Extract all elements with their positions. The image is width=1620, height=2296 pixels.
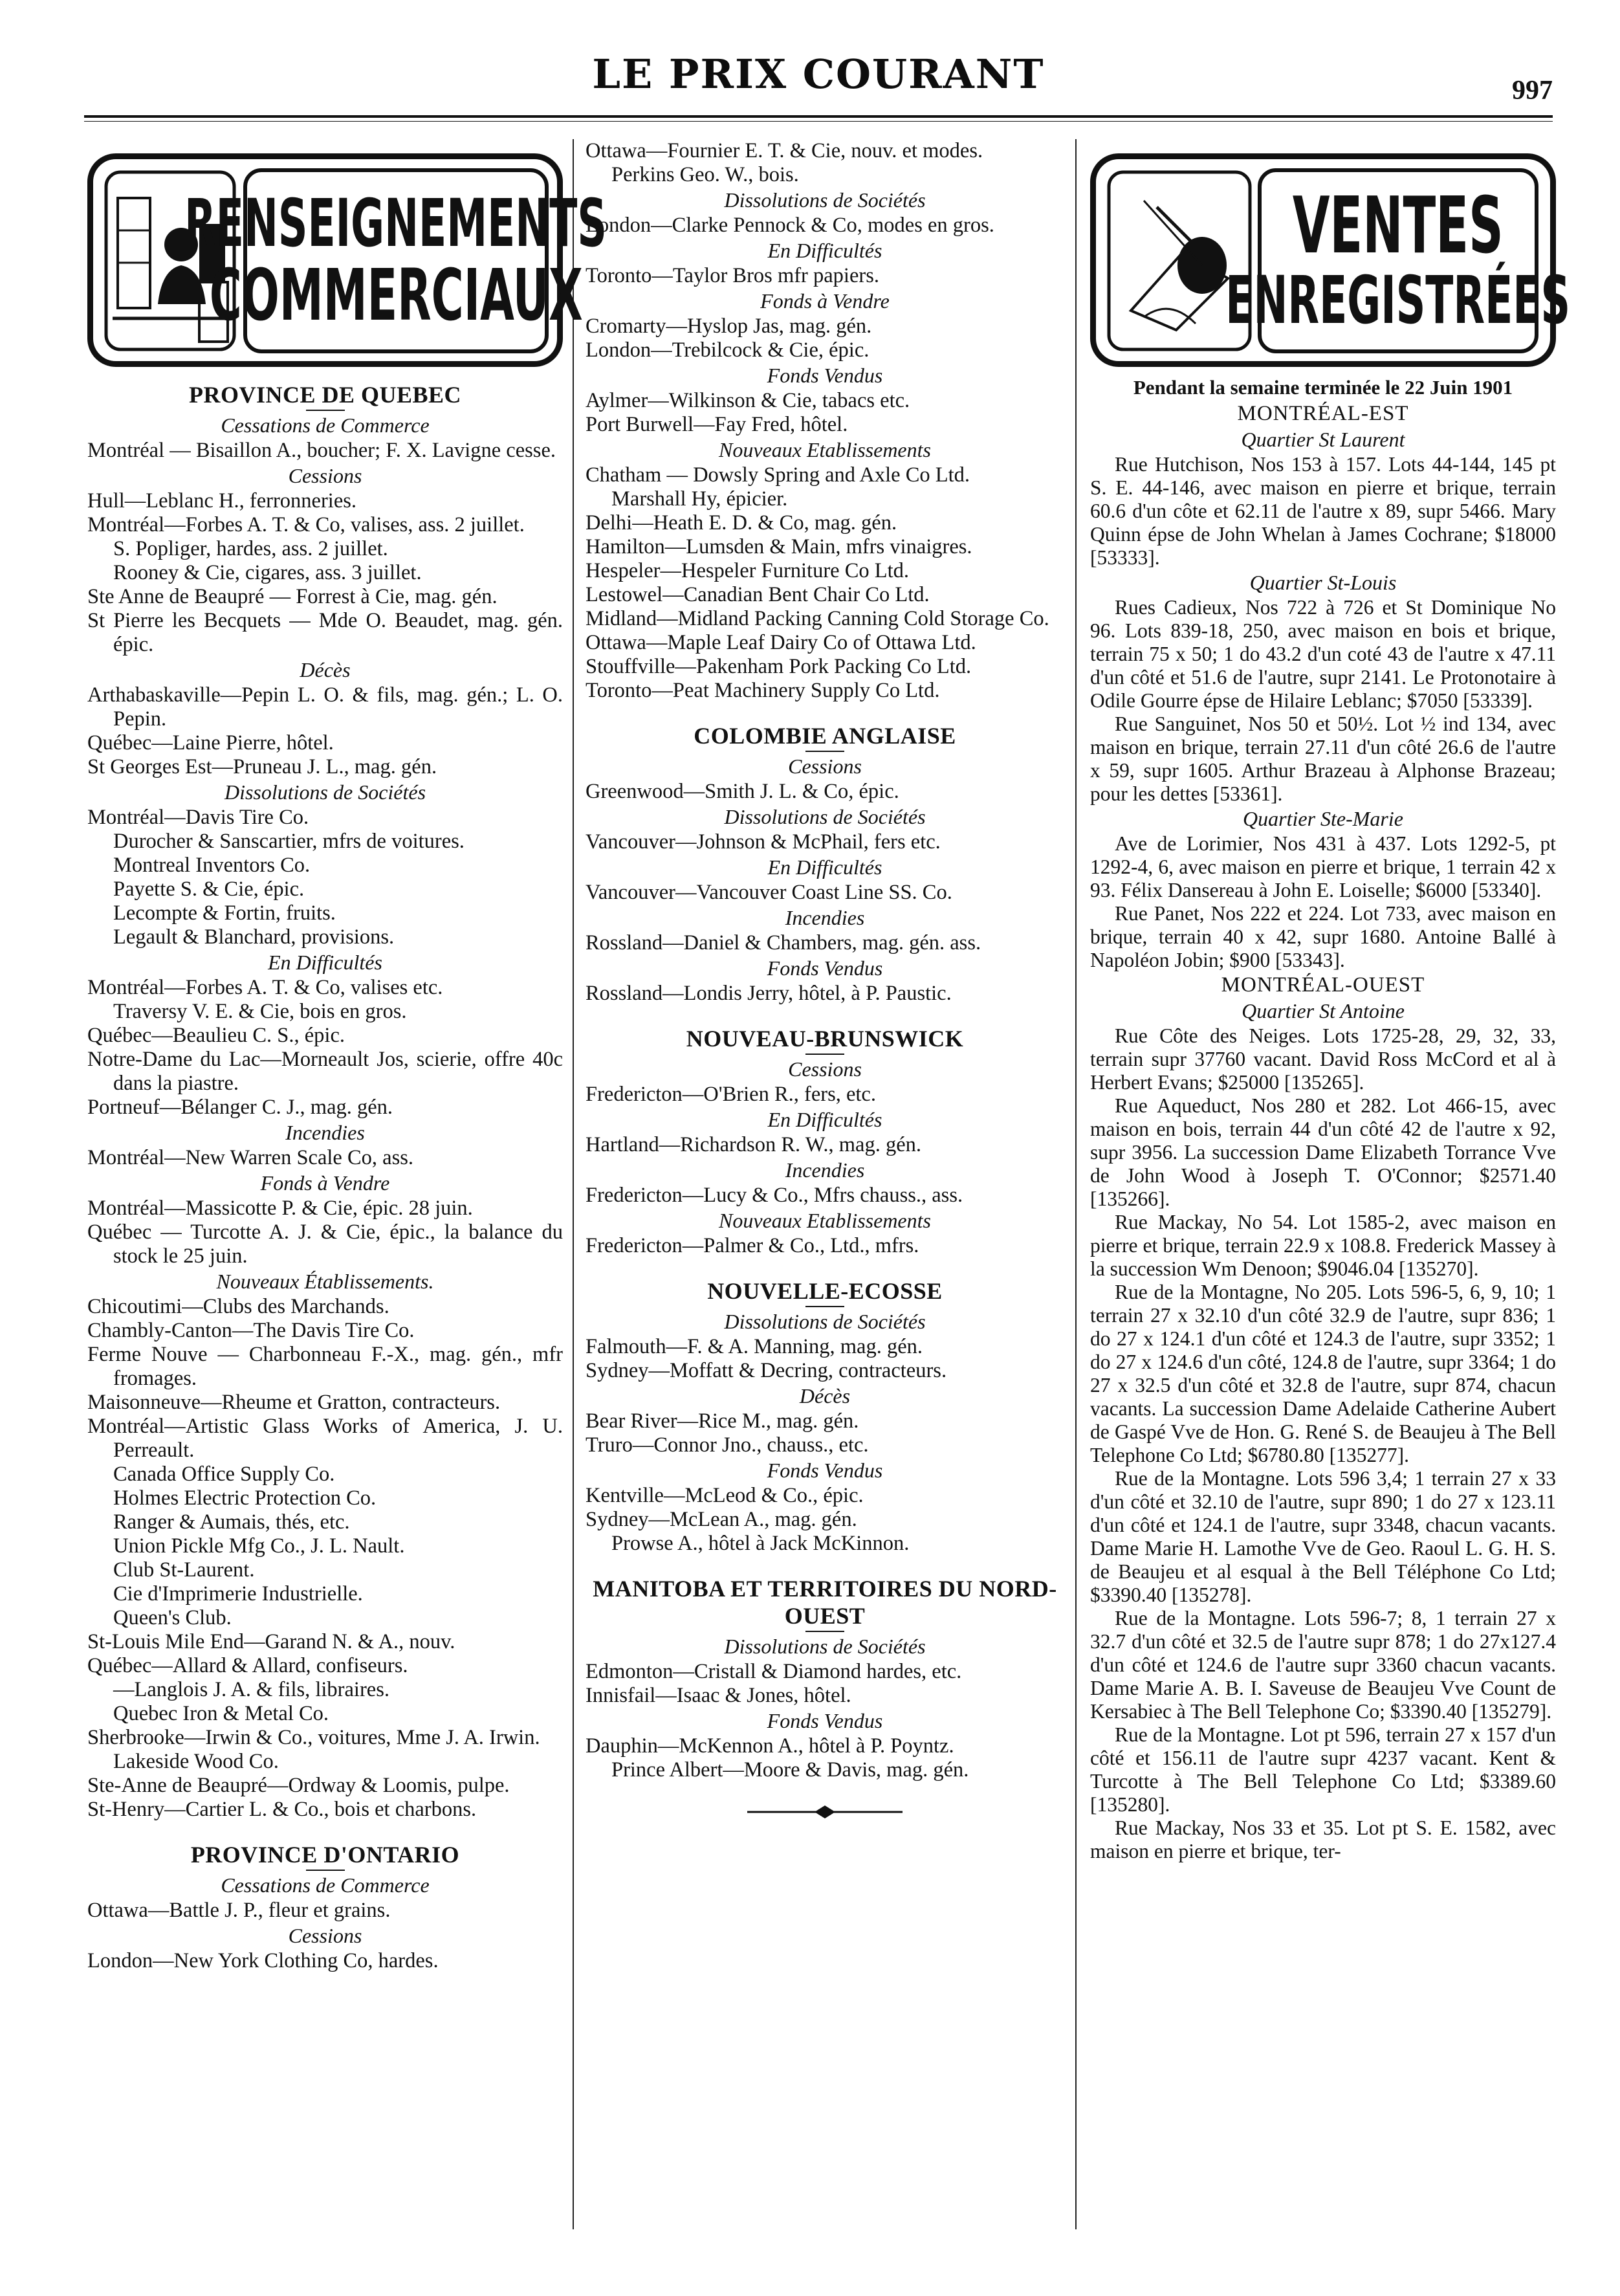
- list-item: London—New York Clothing Co, hardes.: [87, 1949, 439, 1972]
- banner-ventes-title: [1225, 168, 1571, 353]
- list-item: Cromarty—Hyslop Jas, mag. gén.: [586, 315, 872, 338]
- category-heading: Cessions: [288, 1924, 362, 1947]
- category-heading: Fonds à Vendre: [260, 1171, 390, 1195]
- list-item: Cie d'Imprimerie Industrielle.: [113, 1582, 363, 1606]
- list-item: Portneuf—Bélanger C. J., mag. gén.: [87, 1096, 393, 1119]
- list-item: Montréal—Artistic Glass Works of America, J. U. Perreault.: [87, 1415, 563, 1462]
- list-item: Montréal—Forbes A. T. & Co, valises etc.: [87, 976, 443, 999]
- category-heading: Incendies: [785, 1158, 865, 1182]
- province-heading: PROVINCE DE QUEBEC: [188, 382, 462, 408]
- left-column: [87, 139, 608, 2275]
- quarter-heading: Quartier St Antoine: [1242, 999, 1405, 1022]
- category-heading: Cessions: [288, 464, 362, 487]
- category-heading: Dissolutions de Sociétés: [724, 1635, 926, 1658]
- list-item: Montréal — Bisaillon A., boucher; F. X. Lavigne cesse.: [87, 439, 556, 462]
- list-item: Aylmer—Wilkinson & Cie, tabacs etc.: [586, 389, 910, 412]
- list-item: Ottawa—Fournier E. T. & Cie, nouv. et modes.: [586, 139, 983, 162]
- list-item: Hull—Leblanc H., ferronneries.: [87, 489, 357, 513]
- category-heading: Dissolutions de Sociétés: [224, 780, 426, 804]
- list-item: Chatham — Dowsly Spring and Axle Co Ltd.: [586, 463, 970, 487]
- list-item: Bear River—Rice M., mag. gén.: [586, 1409, 859, 1433]
- list-item: Canada Office Supply Co.: [113, 1463, 335, 1486]
- list-item: Ottawa—Battle J. P., fleur et grains.: [87, 1899, 391, 1922]
- list-item: Chicoutimi—Clubs des Marchands.: [87, 1295, 389, 1318]
- list-item: Edmonton—Cristall & Diamond hardes, etc.: [586, 1660, 962, 1683]
- list-item: Québec—Beaulieu C. S., épic.: [87, 1024, 345, 1047]
- sale-record: Rue Hutchison, Nos 153 à 157. Lots 44-144, 145 pt S. E. 44-146, avec maison en pierre et brique, terrain 60.6 d'un côte et 62.11 de l'autre x 89, supr 5466. Mary Quinn épse de John Whelan à James Cochrane; $18000 [53333].: [1090, 453, 1556, 569]
- category-heading: Fonds Vendus: [767, 1709, 883, 1732]
- list-item: Ste-Anne de Beaupré—Ordway & Loomis, pulpe.: [87, 1774, 510, 1797]
- quarter-heading: Quartier St Laurent: [1241, 428, 1405, 451]
- list-item: Lecompte & Fortin, fruits.: [113, 901, 336, 925]
- list-item: Marshall Hy, épicier.: [611, 487, 788, 511]
- quarter-heading: Quartier St-Louis: [1249, 571, 1397, 594]
- list-item: —Langlois J. A. & fils, libraires.: [113, 1678, 389, 1701]
- sale-record: Rue de la Montagne. Lots 596 3,4; 1 terrain 27 x 33 d'un côté et 32.10 de l'autre, supr 890; 1 do 27 x 123.11 d'un côté et 124.1 de l'autre, supr 3348, chacun vacants. Dame Marie H. Lamothe Vve de Geo. Raoul L. G. H. S. de Beaujeu et al esqual à the Bell Téléphone Co Ltd; $3390.40 [135278].: [1090, 1467, 1556, 1606]
- sale-record: Rue de la Montagne, No 205. Lots 596-5, 6, 9, 10; 1 terrain 27 x 32.10 d'un côté 32.9 de l'autre, supr 836; 1 do 27 x 124.1 d'un côté et 124.3 de l'autre, supr 3352; 1 do 27 x 124.6 d'un côté, 124.8 de l'autre, supr 3364; 1 do 27 x 32.5 d'un côté et 32.8 de l'autre, supr 874, chacun vacants. La succession Dame Adelaide Catherine Aubert de Gaspé Vve de Hon. G. René S. de Beaujeu à The Bell Telephone Co Ltd; $6780.80 [135277].: [1090, 1281, 1556, 1466]
- province-heading: COLOMBIE ANGLAISE: [694, 723, 956, 749]
- category-heading: En Difficultés: [767, 1108, 882, 1131]
- masthead-rule-thin: [84, 121, 1553, 122]
- category-heading: Nouveaux Établissements.: [216, 1270, 434, 1293]
- list-item: Greenwood—Smith J. L. & Co, épic.: [586, 780, 899, 803]
- list-item: Midland—Midland Packing Canning Cold Storage Co.: [586, 607, 1049, 630]
- list-item: Hartland—Richardson R. W., mag. gén.: [586, 1133, 922, 1156]
- list-item: Rossland—Daniel & Chambers, mag. gén. ass.: [586, 931, 981, 955]
- sale-record: Rue Mackay, No 54. Lot 1585-2, avec maison en pierre et brique, terrain 22.9 x 108.8. Frederick Massey à la succession Wm Denoon; $9046.04 [135270].: [1090, 1211, 1556, 1280]
- category-heading: Cessations de Commerce: [221, 414, 430, 437]
- sale-record: Rue Côte des Neiges. Lots 1725-28, 29, 32, 33, terrain supr 37760 vacant. David Ross McCord et al à Herbert Evans; $25000 [135265].: [1090, 1024, 1556, 1094]
- quebec-section: [87, 381, 563, 1973]
- list-item: Sydney—McLean A., mag. gén.: [586, 1508, 857, 1531]
- category-heading: Décès: [300, 658, 351, 681]
- list-item: Stouffville—Pakenham Pork Packing Co Ltd.: [586, 655, 972, 678]
- list-item: Hespeler—Hespeler Furniture Co Ltd.: [586, 559, 910, 582]
- category-heading: En Difficultés: [268, 951, 382, 974]
- category-heading: Cessions: [788, 755, 862, 778]
- list-item: Chambly-Canton—The Davis Tire Co.: [87, 1319, 415, 1342]
- banner-renseignements-line1: RENSEIGNEMENTS: [184, 184, 608, 262]
- right-column: [1090, 139, 1571, 2275]
- list-item: Falmouth—F. & A. Manning, mag. gén.: [586, 1335, 923, 1358]
- list-item: Port Burwell—Fay Fred, hôtel.: [586, 413, 848, 436]
- province-heading: PROVINCE D'ONTARIO: [190, 1842, 460, 1868]
- banner-ventes-line2: ENREGISTRÉES: [1225, 262, 1571, 340]
- list-item: Montreal Inventors Co.: [113, 854, 311, 877]
- province-heading: NOUVEAU-BRUNSWICK: [686, 1026, 964, 1052]
- list-item: Sherbrooke—Irwin & Co., voitures, Mme J. A. Irwin.: [87, 1726, 540, 1749]
- list-item: London—Clarke Pennock & Co, modes en gros.: [586, 214, 994, 237]
- banner-renseignements-line2: COMMERCIAUX: [209, 253, 583, 337]
- list-item: Club St-Laurent.: [113, 1558, 255, 1582]
- masthead-rule: [84, 115, 1553, 118]
- list-item: Vancouver—Johnson & McPhail, fers etc.: [586, 830, 941, 854]
- list-item: Toronto—Peat Machinery Supply Co Ltd.: [586, 679, 940, 702]
- heading-rule: [306, 1870, 345, 1871]
- list-item: St-Louis Mile End—Garand N. & A., nouv.: [87, 1630, 455, 1653]
- heading-rule: [805, 1631, 844, 1632]
- list-item: Truro—Connor Jno., chauss., etc.: [586, 1433, 869, 1457]
- banner-ventes: [1090, 153, 1571, 367]
- list-item: Innisfail—Isaac & Jones, hôtel.: [586, 1684, 851, 1707]
- category-heading: Fonds Vendus: [767, 1459, 883, 1482]
- list-item: Hamilton—Lumsden & Main, mfrs vinaigres.: [586, 535, 972, 558]
- list-item: Montréal—New Warren Scale Co, ass.: [87, 1146, 414, 1169]
- list-item: Fredericton—Lucy & Co., Mfrs chauss., ass.: [586, 1184, 963, 1207]
- list-item: Maisonneuve—Rheume et Gratton, contracteurs.: [87, 1391, 501, 1414]
- list-item: Dauphin—McKennon A., hôtel à P. Poyntz.: [586, 1734, 954, 1758]
- banner-renseignements-title: [184, 168, 608, 353]
- category-heading: Incendies: [285, 1121, 365, 1144]
- banner-ventes-line1: VENTES: [1293, 181, 1504, 271]
- sale-record: Rue Mackay, Nos 33 et 35. Lot pt S. E. 1582, avec maison en pierre et brique, ter-: [1090, 1816, 1556, 1862]
- list-item: S. Popliger, hardes, ass. 2 juillet.: [113, 537, 388, 560]
- category-heading: Cessations de Commerce: [221, 1873, 430, 1897]
- sale-record: Ave de Lorimier, Nos 431 à 437. Lots 1292-5, pt 1292-4, 6, avec maison en pierre et brique, 1 terrain 42 x 93. Félix Dansereau à John E. Loiselle; $6000 [53340].: [1090, 832, 1556, 901]
- list-item: Québec—Laine Pierre, hôtel.: [87, 731, 334, 755]
- category-heading: Décès: [799, 1384, 851, 1407]
- list-item: Prince Albert—Moore & Davis, mag. gén.: [611, 1758, 969, 1782]
- list-item: Rooney & Cie, cigares, ass. 3 juillet.: [113, 561, 422, 584]
- list-item: Montréal—Forbes A. T. & Co, valises, ass. 2 juillet.: [87, 513, 525, 536]
- list-item: Québec—Allard & Allard, confiseurs.: [87, 1654, 408, 1677]
- district-heading: MONTRÉAL-EST: [1237, 402, 1409, 425]
- heading-rule: [805, 1306, 844, 1307]
- list-item: Queen's Club.: [113, 1606, 232, 1629]
- province-heading: NOUVELLE-ECOSSE: [707, 1278, 943, 1304]
- ontario-continued: [586, 139, 1064, 1825]
- end-ornament: [586, 1799, 1064, 1825]
- list-item: Quebec Iron & Metal Co.: [113, 1702, 329, 1725]
- banner-renseignements: [87, 153, 608, 367]
- category-heading: Nouveaux Etablissements: [719, 438, 931, 461]
- list-item: Toronto—Taylor Bros mfr papiers.: [586, 264, 879, 287]
- list-item: Holmes Electric Protection Co.: [113, 1486, 377, 1510]
- week-heading: Pendant la semaine terminée le 22 Juin 1901: [1133, 376, 1513, 399]
- category-heading: Dissolutions de Sociétés: [724, 188, 926, 212]
- list-item: Prowse A., hôtel à Jack McKinnon.: [611, 1532, 910, 1555]
- province-heading: MANITOBA ET TERRITOIRES DU NORD-OUEST: [593, 1576, 1057, 1629]
- sales-list: [1090, 375, 1556, 1863]
- heading-rule: [805, 751, 844, 752]
- list-item: Vancouver—Vancouver Coast Line SS. Co.: [586, 881, 952, 904]
- sale-record: Rue Aqueduct, Nos 280 et 282. Lot 466-15, avec maison en bois, terrain 44 d'un côté 42 de l'autre x 92, supr 3956. La succession Dame Elizabeth Torrance Vve de John Wood à Joseph T. O'Connor; $2571.40 [135266].: [1090, 1094, 1556, 1210]
- column-divider: [573, 139, 574, 2229]
- masthead-title: LE PRIX COURANT: [592, 50, 1045, 98]
- list-item: Québec — Turcotte A. J. & Cie, épic., la balance du stock le 25 juin.: [87, 1220, 563, 1268]
- list-item: Lakeside Wood Co.: [113, 1750, 279, 1773]
- list-item: Traversy V. E. & Cie, bois en gros.: [113, 1000, 407, 1023]
- category-heading: Cessions: [788, 1057, 862, 1081]
- category-heading: Incendies: [785, 906, 865, 929]
- list-item: Kentville—McLeod & Co., épic.: [586, 1484, 864, 1507]
- list-item: Ferme Nouve — Charbonneau F.-X., mag. gén., mfr fromages.: [87, 1343, 563, 1390]
- list-item: St-Henry—Cartier L. & Co., bois et charbons.: [87, 1798, 477, 1821]
- list-item: Rossland—Londis Jerry, hôtel, à P. Paustic.: [586, 982, 952, 1005]
- list-item: Legault & Blanchard, provisions.: [113, 925, 395, 949]
- sale-record: Rue Panet, Nos 222 et 224. Lot 733, avec maison en brique, terrain 40 x 42, supr 1680. Antoine Ballé à Napoléon Jobin; $900 [53343].: [1090, 902, 1556, 971]
- list-item: Durocher & Sanscartier, mfrs de voitures.: [113, 830, 465, 853]
- list-item: Ranger & Aumais, thés, etc.: [113, 1510, 350, 1534]
- list-item: Union Pickle Mfg Co., J. L. Nault.: [113, 1534, 405, 1558]
- page-number: 997: [1512, 76, 1553, 105]
- list-item: Ste Anne de Beaupré — Forrest à Cie, mag. gén.: [87, 585, 498, 608]
- sale-record: Rue de la Montagne. Lot pt 596, terrain 27 x 157 d'un côté et 156.11 de l'autre supr 4237 vacant. Kent & Turcotte à The Bell Telephone Co Ltd; $3389.60 [135280].: [1090, 1723, 1556, 1816]
- list-item: Delhi—Heath E. D. & Co, mag. gén.: [586, 511, 897, 535]
- list-item: Arthabaskaville—Pepin L. O. & fils, mag. gén.; L. O. Pepin.: [87, 683, 563, 731]
- list-item: Montréal—Massicotte P. & Cie, épic. 28 juin.: [87, 1197, 473, 1220]
- list-item: Payette S. & Cie, épic.: [113, 878, 305, 901]
- heading-rule: [805, 1054, 844, 1055]
- list-item: Montréal—Davis Tire Co.: [87, 806, 309, 829]
- list-item: St Georges Est—Pruneau J. L., mag. gén.: [87, 755, 437, 778]
- list-item: Fredericton—Palmer & Co., Ltd., mfrs.: [586, 1234, 919, 1257]
- list-item: Sydney—Moffatt & Decring, contracteurs.: [586, 1359, 947, 1382]
- list-item: London—Trebilcock & Cie, épic.: [586, 338, 870, 362]
- column-divider: [1075, 139, 1077, 2229]
- list-item: Fredericton—O'Brien R., fers, etc.: [586, 1083, 876, 1106]
- category-heading: Dissolutions de Sociétés: [724, 805, 926, 828]
- list-item: Ottawa—Maple Leaf Dairy Co of Ottawa Ltd.: [586, 631, 976, 654]
- heading-rule: [306, 410, 345, 411]
- district-heading: MONTRÉAL-OUEST: [1221, 973, 1425, 997]
- category-heading: Fonds Vendus: [767, 364, 883, 387]
- sale-record: Rues Cadieux, Nos 722 à 726 et St Dominique No 96. Lots 839-18, 250, avec maison en bois et brique, terrain 75 x 50; 1 do 43.2 d'un coté 43 de l'autre x 47.11 d'un côté et 51.6 de l'autre, supr 2141. Le Protonotaire à Odile Gourre épse de Hilaire Leblanc; $7050 [53339].: [1090, 596, 1556, 712]
- category-heading: Nouveaux Etablissements: [719, 1209, 931, 1232]
- list-item: Lestowel—Canadian Bent Chair Co Ltd.: [586, 583, 930, 606]
- sale-record: Rue de la Montagne. Lots 596-7; 8, 1 terrain 27 x 32.7 d'un côté et 32.5 de l'autre supr 878; 1 do 27x127.4 d'un côté et 124.6 de l'autre supr 3360 chacun vacants. Dame Marie A. B. I. Saveuse de Beaujeu Vve Count de Kersabiec à The Bell Telephone Co; $3390.40 [135279].: [1090, 1607, 1556, 1723]
- category-heading: En Difficultés: [767, 239, 882, 262]
- list-item: Perkins Geo. W., bois.: [611, 163, 799, 186]
- masthead: [84, 39, 1553, 129]
- category-heading: Fonds à Vendre: [760, 289, 890, 313]
- category-heading: En Difficultés: [767, 855, 882, 879]
- category-heading: Dissolutions de Sociétés: [724, 1310, 926, 1333]
- category-heading: Fonds Vendus: [767, 956, 883, 980]
- list-item: Notre-Dame du Lac—Morneault Jos, scierie, offre 40c dans la piastre.: [87, 1048, 563, 1095]
- sale-record: Rue Sanguinet, Nos 50 et 50½. Lot ½ ind 134, avec maison en brique, terrain 27.11 d'un côté 26.6 de l'autre x 59, supr 1605. Arthur Brazeau à Alphonse Brazeau; pour les dettes [53361].: [1090, 712, 1556, 805]
- middle-column: [586, 139, 1064, 2275]
- quarter-heading: Quartier Ste-Marie: [1243, 807, 1403, 830]
- list-item: St Pierre les Becquets — Mde O. Beaudet, mag. gén. épic.: [87, 609, 563, 656]
